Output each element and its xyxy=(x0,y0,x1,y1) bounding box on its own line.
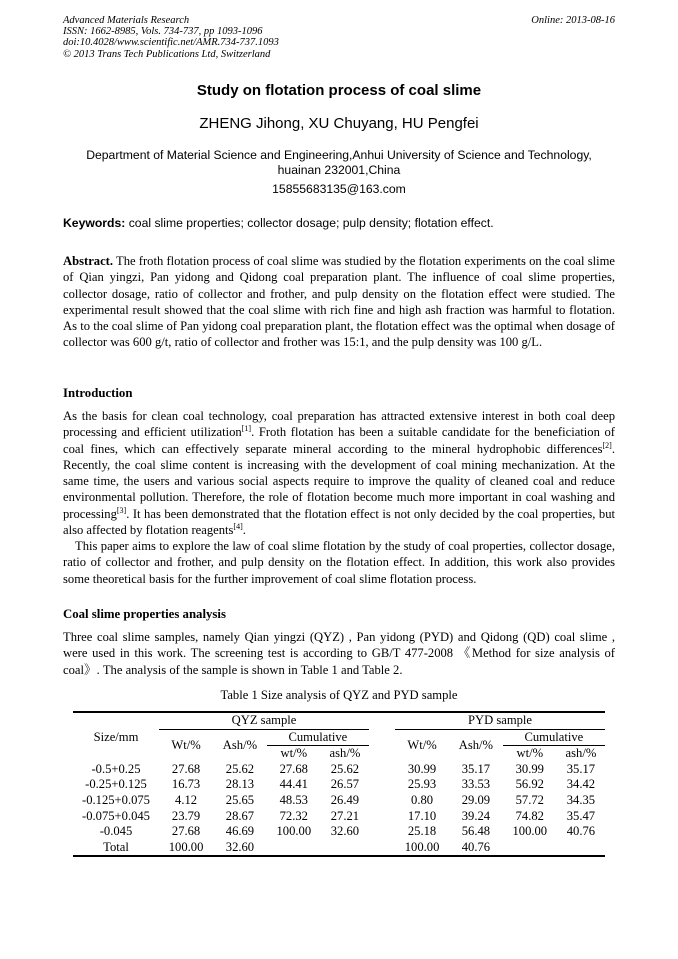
pyd-cum-wt-cell xyxy=(503,840,557,857)
qyz-wt-cell: 16.73 xyxy=(171,777,201,792)
abstract xyxy=(63,253,615,351)
intro-text: . Recently, the coal slime content is increasing with the development of coal mining mechanization. At the same time, the users and various social aspects require to improve the quality of cleaned coal and reduce environmental pollution. Therefore, the role of flotation become much more important in coal washing and processing xyxy=(63,441,615,521)
size-analysis-table xyxy=(73,711,605,857)
affiliation-line-2: huainan 232001,China xyxy=(277,163,401,177)
spacer xyxy=(369,840,395,857)
issn: ISSN: 1662-8985, Vols. 734-737, pp 1093-1096 xyxy=(63,26,263,38)
properties-paragraph: Three coal slime samples, namely Qian yingzi (QYZ) , Pan yidong (PYD) and Qidong (QD) coal slime , were used in this work. The screening test is according to GB/T 477-2008 《Method for size analysis of coal》. The analysis of the sample is shown in Table 1 and Table 2. xyxy=(63,630,615,677)
qyz-group-header: QYZ sample xyxy=(159,712,369,729)
pyd-cum-wt-cell: 30.99 xyxy=(515,761,544,776)
pyd-ash-header: Ash/% xyxy=(458,737,494,752)
pyd-cum-wt-cell: 100.00 xyxy=(512,824,548,839)
spacer xyxy=(369,793,395,809)
qyz-cum-ash-cell: 26.49 xyxy=(330,792,360,807)
size-cell: -0.25+0.125 xyxy=(85,777,147,792)
pyd-cumulative-header: Cumulative xyxy=(503,729,605,746)
table-row xyxy=(73,777,605,793)
citation-1: [1] xyxy=(241,424,252,434)
pyd-cum-ash-cell: 35.47 xyxy=(566,808,596,823)
pyd-wt-cell: 100.00 xyxy=(395,840,449,857)
size-cell: Total xyxy=(73,840,159,857)
author-email: 15855683135@163.com xyxy=(272,182,406,196)
keywords xyxy=(63,216,615,230)
size-cell: -0.125+0.075 xyxy=(82,792,150,807)
citation-2: [2] xyxy=(602,440,612,450)
spacer xyxy=(369,777,395,793)
pyd-cum-ash-cell: 40.76 xyxy=(566,824,596,839)
introduction-paragraph-2: This paper aims to explore the law of coal slime flotation by the study of coal properties, collector dosage, ratio of collector and frother, and pulp density on the flotation effect. In addition, this work also provides some theoretical basis for the further improvement of coal slime flotation process. xyxy=(63,539,615,586)
qyz-cumulative-header: Cumulative xyxy=(267,729,369,746)
qyz-cum-ash-cell: 26.57 xyxy=(330,777,360,792)
qyz-ash-cell: 25.62 xyxy=(225,761,255,776)
keywords-label: Keywords: xyxy=(63,216,126,230)
qyz-cum-wt-cell: 100.00 xyxy=(276,824,312,839)
size-header: Size/mm xyxy=(73,712,159,762)
qyz-cum-ash-cell: 32.60 xyxy=(330,824,360,839)
pyd-cum-wt-cell: 57.72 xyxy=(515,792,544,807)
qyz-ash-header: Ash/% xyxy=(222,737,258,752)
pyd-wt-cell: 0.80 xyxy=(411,792,434,807)
online-date: Online: 2013-08-16 xyxy=(531,15,615,26)
qyz-cum-wt-cell xyxy=(267,840,321,857)
qyz-cum-wt-cell: 27.68 xyxy=(279,761,308,776)
qyz-ash-cell: 25.65 xyxy=(225,792,255,807)
citation-4: [4] xyxy=(233,521,243,531)
journal-header xyxy=(63,15,279,60)
qyz-cum-ash-cell xyxy=(321,840,369,857)
citation-3: [3] xyxy=(116,505,127,515)
qyz-cum-wt-cell: 44.41 xyxy=(279,777,308,792)
pyd-wt-cell: 17.10 xyxy=(407,808,437,823)
intro-text: . It has been demonstrated that the flotation effect is not only decided by the coal properties, but also affected by flotation reagents xyxy=(63,506,615,538)
affiliation xyxy=(63,148,615,178)
doi: doi:10.4028/www.scientific.net/AMR.734-737.1093 xyxy=(63,37,279,49)
qyz-ash-cell: 28.13 xyxy=(225,777,255,792)
pyd-wt-cell: 25.93 xyxy=(407,777,437,792)
qyz-cum-ash-cell: 25.62 xyxy=(330,761,360,776)
pyd-wt-cell: 30.99 xyxy=(407,761,437,776)
copyright: © 2013 Trans Tech Publications Ltd, Switzerland xyxy=(63,48,271,60)
qyz-wt-cell: 23.79 xyxy=(171,808,201,823)
pyd-ash-cell: 39.24 xyxy=(461,808,491,823)
size-cell: -0.045 xyxy=(99,824,133,839)
introduction-paragraph-1 xyxy=(63,408,615,538)
pyd-cum-wt-cell: 74.82 xyxy=(515,808,544,823)
spacer xyxy=(369,809,395,825)
spacer xyxy=(369,729,395,746)
qyz-wt-cell: 27.68 xyxy=(171,761,201,776)
pyd-cum-wt-header: wt/% xyxy=(516,746,544,761)
pyd-cum-ash-cell: 35.17 xyxy=(566,761,596,776)
pyd-cum-ash-cell: 34.35 xyxy=(566,792,596,807)
abstract-text: The froth flotation process of coal slime was studied by the flotation experiments on the coal slime of Qian yingzi, Pan yidong and Qidong coal preparation plant. The influence of coal slime properties, collector dosage, ratio of collector and frother, and pulp density on the flotation effect were studied. The experimental result showed that the coal slime with rich fine and high ash fraction was harmful to flotation. As to the coal slime of Pan yidong coal preparation plant, the flotation effect was the optimal when dosage of collector was 600 g/t, ratio of collector and frother was 15:1, and the pulp density was 100 g/L. xyxy=(63,254,615,350)
intro-text: . Froth flotation has been a suitable candidate for the beneficiation of coal fines, which can effectively separate mineral according to the mineral hydrophobic differences xyxy=(63,425,615,456)
table-header-row xyxy=(73,712,605,729)
qyz-cum-ash-cell: 27.21 xyxy=(330,808,360,823)
pyd-cum-ash-cell xyxy=(557,840,605,857)
properties-heading: Coal slime properties analysis xyxy=(63,607,226,621)
table-row xyxy=(73,762,605,778)
qyz-wt-cell: 100.00 xyxy=(159,840,213,857)
size-cell: -0.5+0.25 xyxy=(91,761,141,776)
journal-name: Advanced Materials Research xyxy=(63,15,190,26)
pyd-cum-wt-cell: 56.92 xyxy=(515,777,544,792)
pyd-group-header: PYD sample xyxy=(395,712,605,729)
size-cell: -0.075+0.045 xyxy=(82,808,150,823)
qyz-wt-cell: 4.12 xyxy=(175,792,198,807)
qyz-ash-cell: 32.60 xyxy=(213,840,267,857)
qyz-ash-cell: 46.69 xyxy=(225,824,255,839)
qyz-cum-ash-header: ash/% xyxy=(329,746,361,761)
table-row xyxy=(73,824,605,840)
authors: ZHENG Jihong, XU Chuyang, HU Pengfei xyxy=(199,115,479,132)
spacer xyxy=(369,762,395,778)
pyd-wt-cell: 25.18 xyxy=(407,824,437,839)
spacer xyxy=(369,746,395,762)
qyz-cum-wt-cell: 72.32 xyxy=(279,808,308,823)
paper-title: Study on flotation process of coal slime xyxy=(196,82,482,99)
qyz-cum-wt-header: wt/% xyxy=(280,746,308,761)
pyd-wt-header: Wt/% xyxy=(407,737,437,752)
qyz-wt-header: Wt/% xyxy=(171,737,201,752)
qyz-cum-wt-cell: 48.53 xyxy=(279,792,308,807)
affiliation-line-1: Department of Material Science and Engineering,Anhui University of Science and Technology, xyxy=(86,148,592,162)
intro-text: As the basis for clean coal technology, coal preparation has attracted extensive interest in both coal deep processing and efficient utilization xyxy=(63,409,615,440)
qyz-wt-cell: 27.68 xyxy=(171,824,201,839)
table-row xyxy=(73,793,605,809)
pyd-ash-cell: 56.48 xyxy=(461,824,491,839)
table-caption: Table 1 Size analysis of QYZ and PYD sample xyxy=(220,688,458,702)
pyd-ash-cell: 29.09 xyxy=(461,792,491,807)
spacer xyxy=(369,824,395,840)
pyd-ash-cell: 35.17 xyxy=(461,761,491,776)
pyd-ash-cell: 33.53 xyxy=(461,777,491,792)
table-row xyxy=(73,809,605,825)
abstract-label: Abstract. xyxy=(63,254,114,268)
pyd-cum-ash-header: ash/% xyxy=(565,746,597,761)
pyd-ash-cell: 40.76 xyxy=(449,840,503,857)
keywords-text: coal slime properties; collector dosage; pulp density; flotation effect. xyxy=(125,216,494,230)
introduction-heading: Introduction xyxy=(63,386,133,400)
qyz-ash-cell: 28.67 xyxy=(225,808,255,823)
spacer xyxy=(369,712,395,729)
table-row-total xyxy=(73,840,605,857)
intro-text: . xyxy=(242,523,246,538)
pyd-cum-ash-cell: 34.42 xyxy=(566,777,596,792)
